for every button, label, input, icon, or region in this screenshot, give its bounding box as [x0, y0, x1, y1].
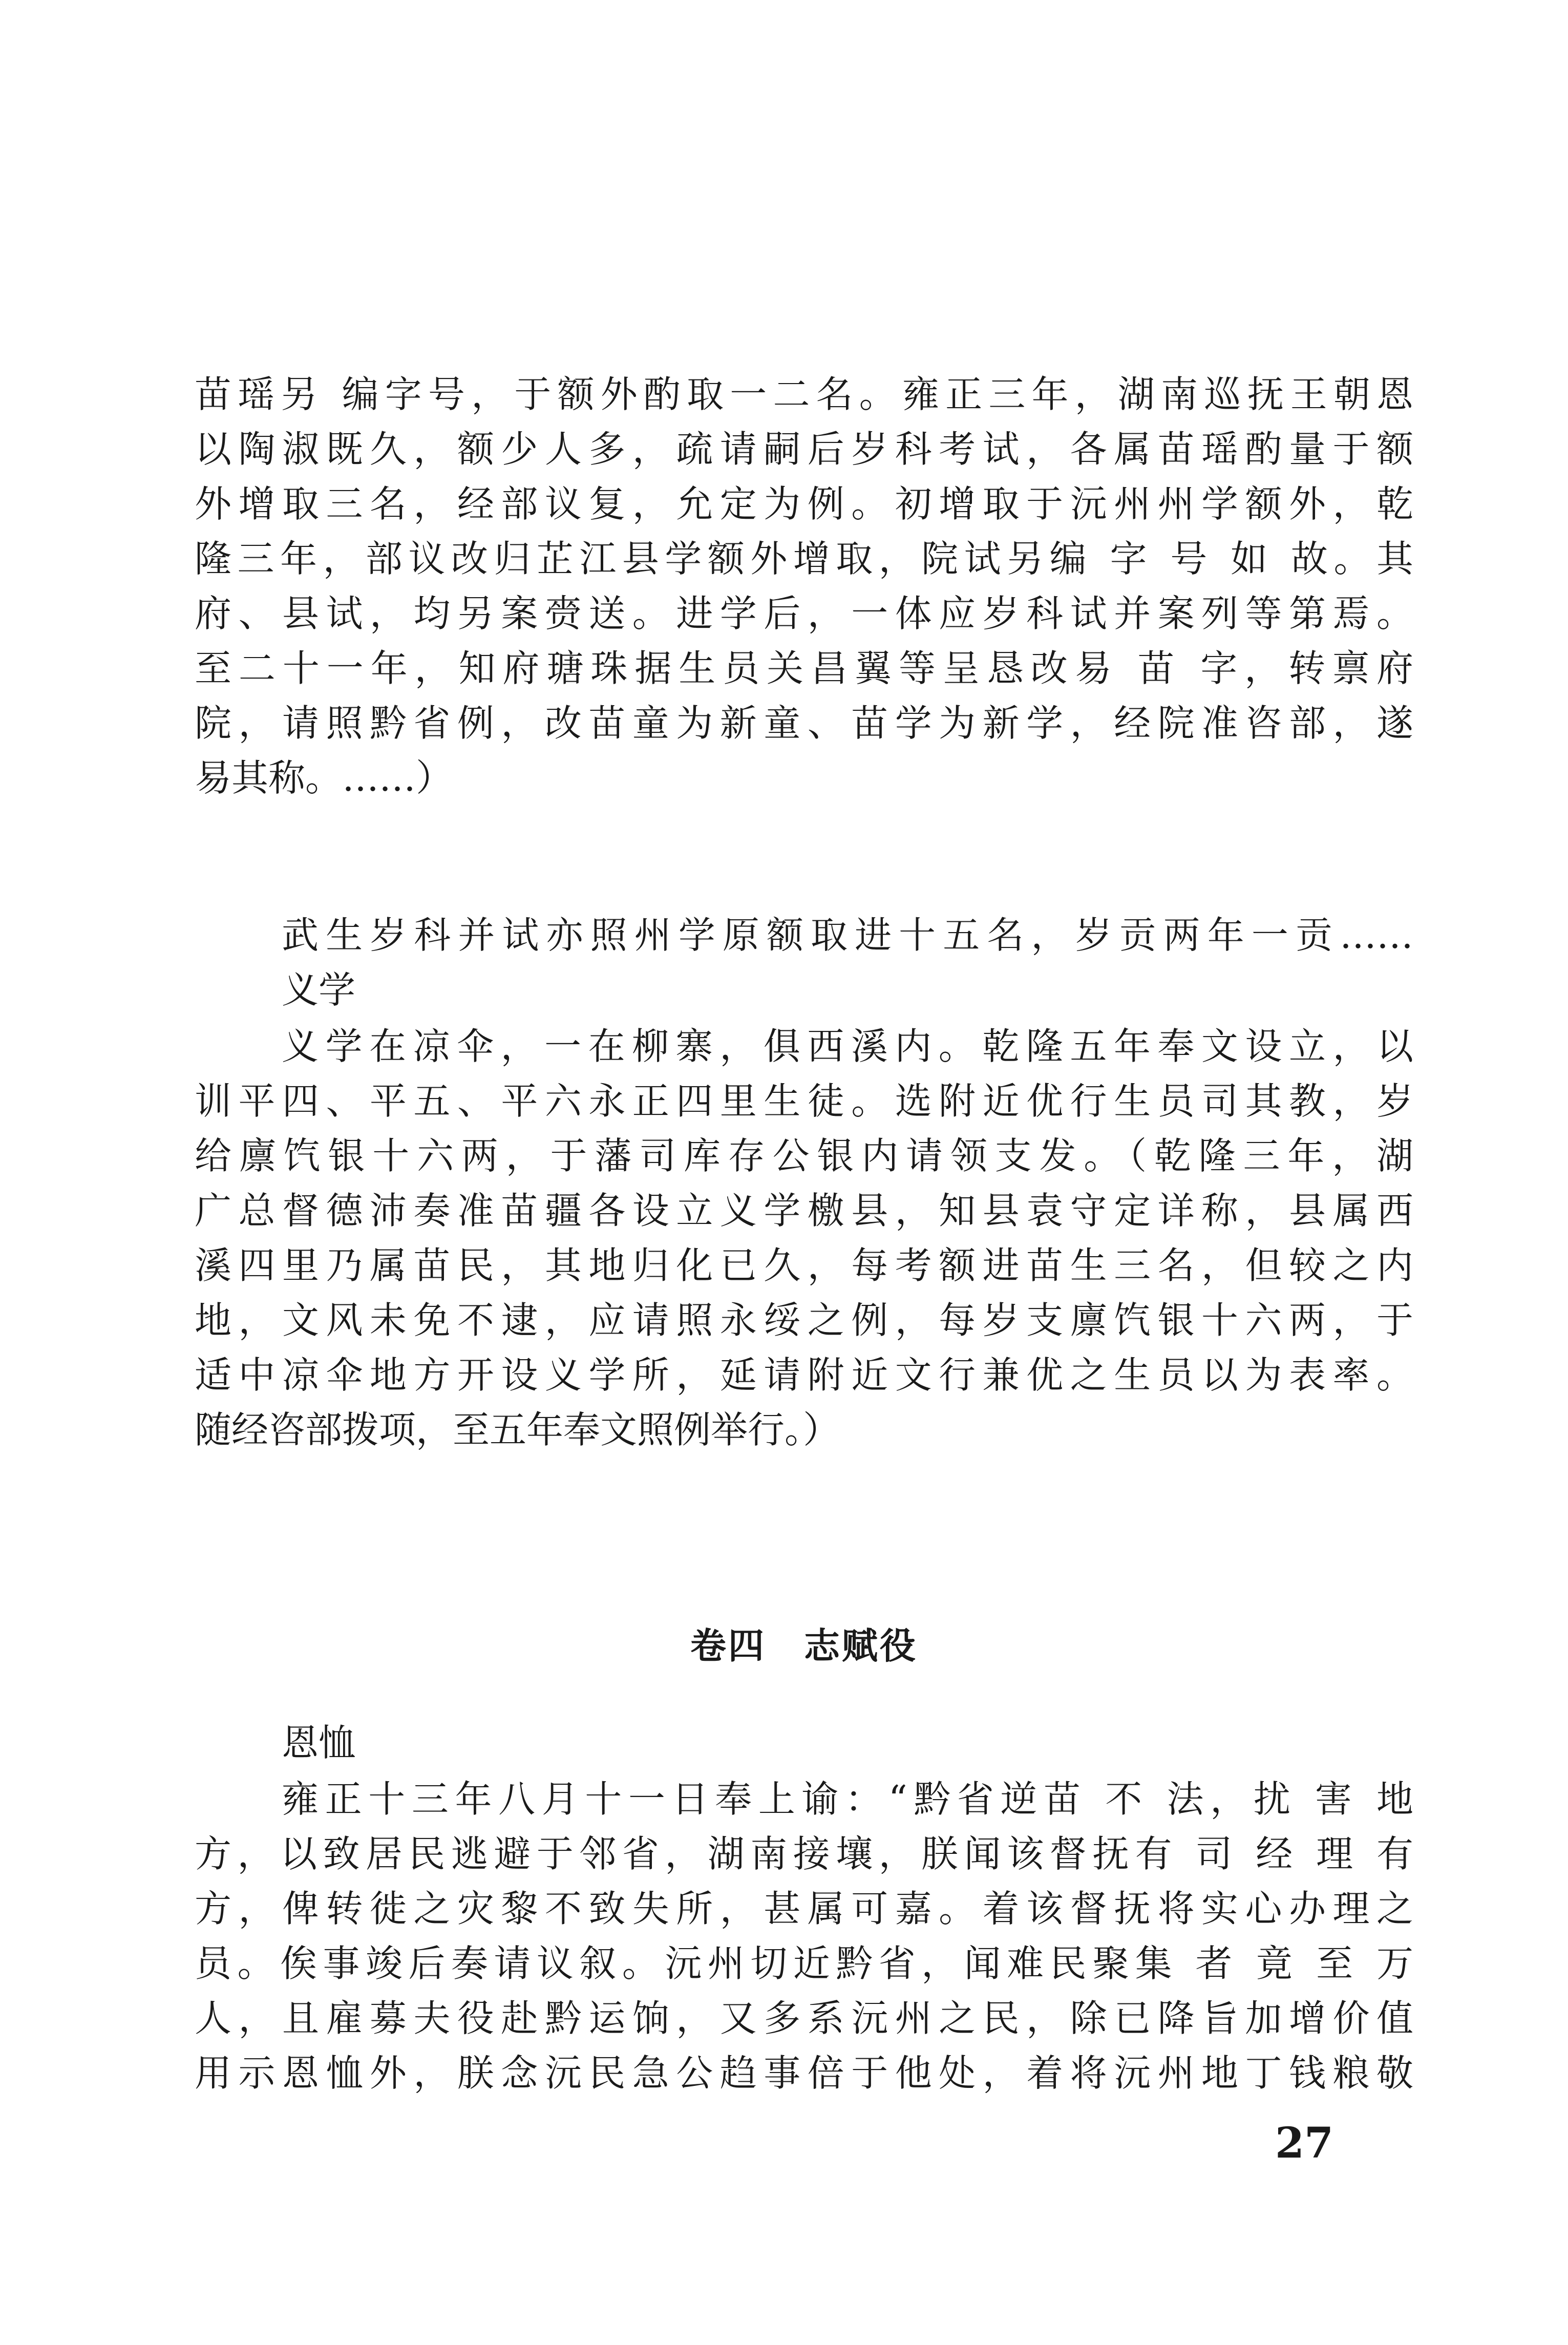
section-heading-block [195, 1716, 1413, 1770]
text-line: 人，且雇募夫役赴黔运饷，又多系沅州之民，除已降旨加增价值 [195, 1997, 1413, 2040]
text-line: 方，俾转徙之灾黎不致失所，甚属可嘉。着该督抚将实心办理之 [195, 1887, 1413, 1930]
text-line: 易其称。……） [195, 756, 453, 799]
text-line: 方，以致居民逃避于邻省，湖南接壤，朕闻该督抚有 司 经 理 有 [195, 1832, 1413, 1875]
paragraph-charity-school [195, 1019, 1413, 1457]
text-line: 用示恩恤外，朕念沅民急公趋事倍于他处，着将沅州地丁钱粮敬 [195, 2052, 1413, 2095]
paragraph-imperial-edict [195, 1772, 1413, 2101]
page-number: 27 [1275, 2119, 1334, 2168]
text-line: 地，文风未免不逮，应请照永绥之例，每岁支廪饩银十六两，于 [195, 1299, 1413, 1342]
paragraph-military-exam [195, 908, 1413, 963]
text-line: 院，请照黔省例，改苗童为新童、苗学为新学，经院准咨部，遂 [195, 702, 1413, 745]
text-line: 给廪饩银十六两，于藩司库存公银内请领支发。（乾隆三年，湖 [195, 1134, 1413, 1177]
text-line: 雍正十三年八月十一日奉上谕：“黔省逆苗 不 法，扰 害 地 [282, 1778, 1413, 1821]
text-line: 适中凉伞地方开设义学所，延请附近文行兼优之生员以为表率。 [195, 1354, 1413, 1397]
text-line: 以陶淑既久，额少人多，疏请嗣后岁科考试，各属苗瑶酌量于额 [195, 428, 1413, 471]
subheading-charity-school [195, 963, 1413, 1018]
text-line: 溪四里乃属苗民，其地归化已久，每考额进苗生三名，但较之内 [195, 1244, 1413, 1287]
text-line: 府、县试，均另案赍送。进学后，一体应岁科试并案列等第焉。 [195, 592, 1413, 635]
text-line: 训平四、平五、平六永正四里生徒。选附近优行生员司其教，岁 [195, 1080, 1413, 1123]
text-line: 隆三年，部议改归芷江县学额外增取，院试另编 字 号 如 故。其 [195, 537, 1413, 580]
text-line: 员。俟事竣后奏请议叙。沅州切近黔省，闻难民聚集 者 竟 至 万 [195, 1942, 1413, 1985]
text-line: 苗瑶另 编字号，于额外酌取一二名。雍正三年，湖南巡抚王朝恩 [195, 373, 1413, 416]
chapter-heading: 卷四 志赋役 [690, 1624, 918, 1667]
section-label: 义学 [282, 968, 356, 1011]
paragraph-miao-school-quota [195, 367, 1413, 806]
text-line: 至二十一年，知府瑭珠据生员关昌翼等呈恳改易 苗 字，转禀府 [195, 647, 1413, 690]
section-heading: 恩恤 [282, 1721, 356, 1764]
text-line: 外增取三名，经部议复，允定为例。初增取于沅州州学额外，乾 [195, 482, 1413, 525]
text-line: 义学在凉伞，一在柳寨，俱西溪内。乾隆五年奉文设立，以 [282, 1025, 1413, 1068]
text-line: 广总督德沛奏准苗疆各设立义学檄县，知县袁守定详称，县属西 [195, 1189, 1413, 1232]
chapter-heading-block [195, 1618, 1413, 1673]
text-line: 随经咨部拨项，至五年奉文照例举行。） [195, 1408, 840, 1451]
text-line: 武生岁科并试亦照州学原额取进十五名，岁贡两年一贡…… [282, 914, 1413, 957]
